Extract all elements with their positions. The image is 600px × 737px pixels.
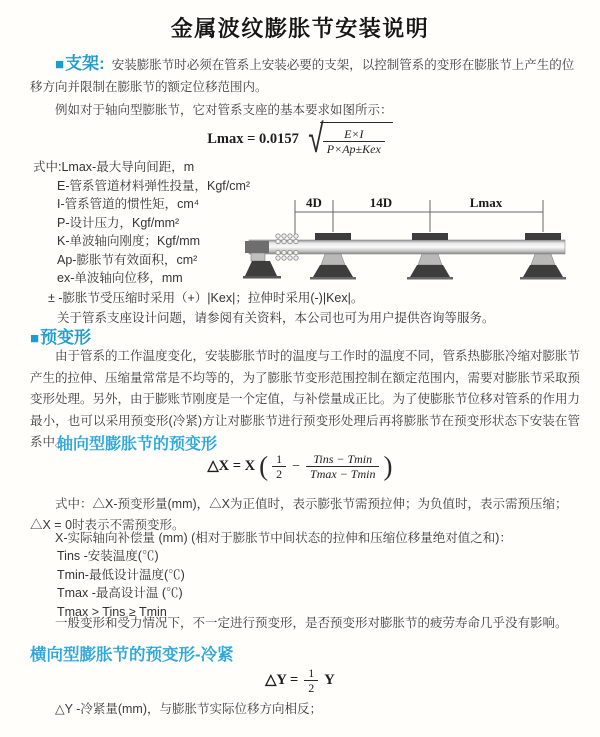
definition-line: Ap-膨胀节有效面积，cm² bbox=[57, 252, 198, 267]
dimension-label-4d: 4D bbox=[306, 195, 322, 210]
preform-section-heading bbox=[30, 323, 98, 348]
dimension-label-lmax: Lmax bbox=[469, 195, 503, 210]
fraction-numerator: 1 bbox=[276, 452, 283, 466]
lateral-preform-note: △Y -冷紧量(mm)，与膨胀节实际位移方向相反； bbox=[55, 702, 323, 716]
sqrt-radical-sign: √ bbox=[308, 117, 324, 162]
minus-sign: − bbox=[292, 458, 301, 474]
lateral-formula-lhs: △Y = bbox=[265, 672, 299, 689]
temperature-definition: Tins -安装温度(℃) bbox=[57, 549, 159, 563]
lateral-formula-rhs: Y bbox=[324, 672, 335, 689]
formula-definitions-list bbox=[33, 158, 273, 288]
support-example-line: 例如对于轴向型膨胀节，它对管系支座的基本要求如图所示： bbox=[55, 103, 393, 117]
section-square-icon: ■ bbox=[30, 330, 40, 347]
support-intro-text: 安装膨胀节时必须在管系上安装必要的支架，以控制管系的变形在膨胀节上产生的位移方向并限制在膨胀节的额定位移范围内。 bbox=[30, 58, 575, 94]
preform-section-label: 预变形 bbox=[40, 328, 92, 347]
lmax-fraction-numerator: E×I bbox=[344, 127, 364, 141]
dimension-label-14d: 14D bbox=[369, 195, 393, 210]
axial-formula-lhs: △X = X bbox=[207, 458, 256, 475]
definition-line: 式中:Lmax-最大导向间距，m bbox=[33, 160, 195, 174]
fraction-denominator: 2 bbox=[272, 466, 286, 481]
definition-line: E-管系管道材料弹性投量，Kgf/cm² bbox=[57, 178, 251, 193]
guide-support bbox=[310, 233, 356, 280]
pipe-support-spacing-diagram bbox=[243, 192, 595, 292]
axial-preform-heading: 轴向型膨胀节的预变形 bbox=[57, 436, 218, 453]
lmax-formula bbox=[0, 117, 600, 162]
plus-minus-note: ± -膨胀节受压缩时采用（+）|Kex|；拉伸时采用(-)|Kex|。 bbox=[48, 291, 364, 305]
consulting-note: 关于管系支座设计问题，请参阅有关资料，本公司也可为用户提供咨询等服务。 bbox=[57, 311, 495, 325]
temperature-definition: Tmax -最高设计温 (℃) bbox=[57, 586, 183, 601]
x-definition-line: X-实际轴向补偿量 (mm) (相对于膨胀节中间状态的拉伸和压缩位移量绝对值之和)： bbox=[55, 531, 512, 545]
definition-line: ex-单波轴向位移，mm bbox=[57, 271, 183, 285]
support-intro-paragraph bbox=[30, 53, 578, 98]
axial-preform-formula bbox=[0, 452, 600, 482]
section-square-icon: ■ bbox=[55, 56, 65, 73]
page-title: 金属波纹膨胀节安装说明 bbox=[170, 16, 430, 41]
lateral-preform-formula bbox=[0, 666, 600, 696]
axial-formula-explanation: 式中：△X-预变形量(mm)，△X为正值时，表示膨张节需预拉伸；为负值时，表示需预压缩；△X = 0时表示不需预变形。 bbox=[30, 497, 568, 532]
support-section-label: 支架: bbox=[65, 54, 105, 73]
one-half-fraction bbox=[304, 666, 318, 696]
open-paren: ( bbox=[259, 451, 269, 482]
support-section-heading bbox=[55, 54, 112, 73]
dimension-lines bbox=[295, 200, 543, 238]
guide-support bbox=[407, 233, 453, 280]
temperature-fraction bbox=[306, 452, 379, 482]
close-paren: ) bbox=[383, 451, 393, 482]
sqrt-expression bbox=[305, 117, 393, 162]
guide-support bbox=[520, 233, 566, 280]
fraction-numerator: Tins − Tmin bbox=[313, 452, 373, 466]
lateral-preform-heading: 横向型膨胀节的预变形-冷紧 bbox=[30, 646, 234, 664]
axial-preform-note: 一般变形和受力情况下，不一定进行预变形，是否预变形对膨胀节的疲劳寿命几乎没有影响。 bbox=[55, 616, 568, 630]
temperature-definition: Tmin-最低设计温度(℃) bbox=[57, 567, 185, 582]
preform-body-paragraph: 由于管系的工作温度变化，安装膨胀节时的温度与工作时的温度不同，管系热膨胀冷缩对膨胀节产生的拉伸、压缩量常常是不均等的，为了膨胀节变形范围控制在额定范围内，需要对膨胀节采取预变形处理。另外，由于膨账节刚度是一个定值，与补偿量成正比。为了使膨胀节位移对管系的作用力最小，也可以采用预变形(冷紧)方让对膨胀节进行预变形处理后再将膨胀节在预变形状态下安装在管系中。 bbox=[30, 349, 581, 449]
fraction-denominator: 2 bbox=[304, 680, 318, 695]
temperature-definition: Tmax > Tins ≥ Tmin bbox=[57, 604, 167, 619]
definition-line: I-管系管道的惯性矩，cm⁴ bbox=[57, 197, 200, 211]
definition-line: P-设计压力，Kgf/mm² bbox=[57, 215, 180, 230]
fraction-denominator: Tmax − Tmin bbox=[306, 466, 379, 481]
definition-line: K-单波轴向刚度；Kgf/mm bbox=[57, 234, 201, 248]
one-half-fraction bbox=[272, 452, 286, 482]
lmax-fraction-denominator: P×Ap±Kex bbox=[323, 141, 385, 156]
sqrt-radicand bbox=[320, 122, 393, 157]
lmax-fraction bbox=[323, 127, 385, 157]
fraction-numerator: 1 bbox=[308, 666, 315, 680]
lmax-formula-lhs: Lmax = 0.0157 bbox=[207, 130, 299, 147]
temperature-definitions-list bbox=[57, 547, 185, 621]
